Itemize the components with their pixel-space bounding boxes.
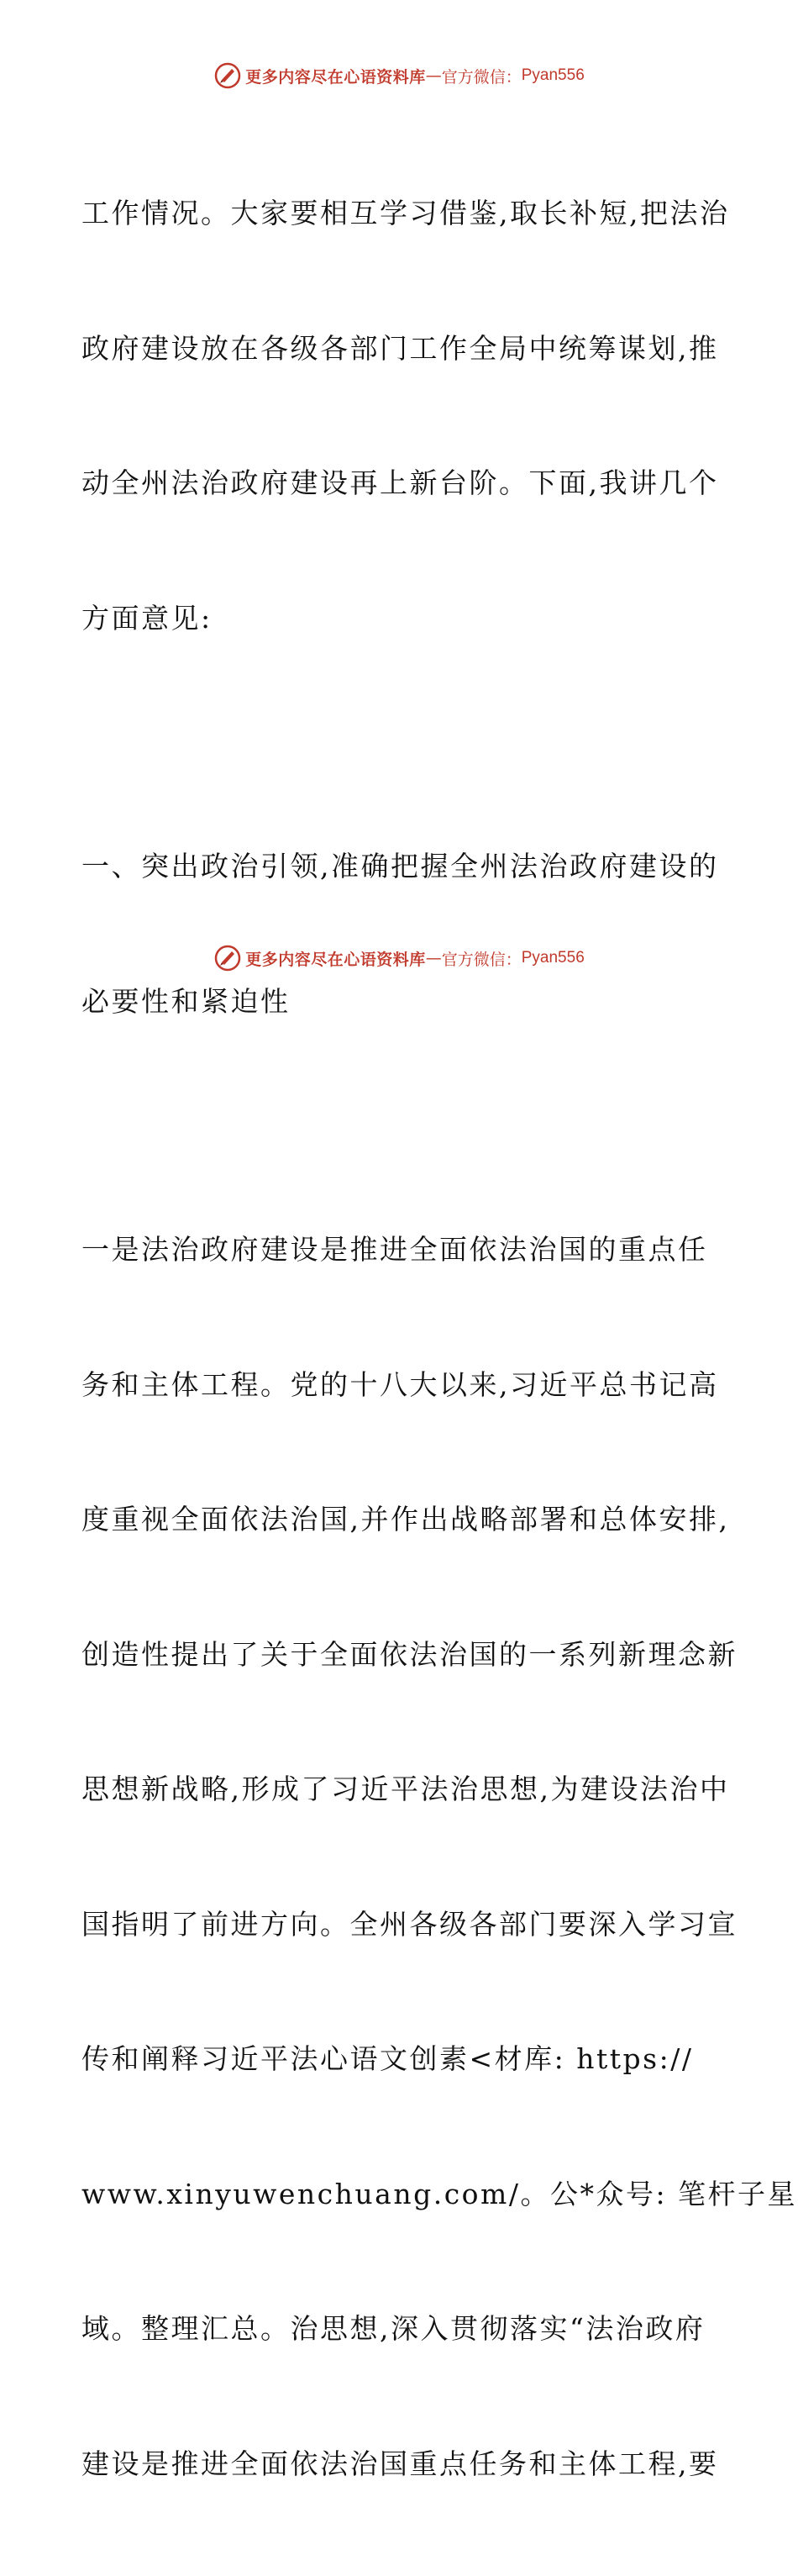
banner-dash: —	[425, 66, 442, 85]
header-banner	[0, 59, 798, 92]
document-body	[81, 101, 798, 2576]
text-line: 国指明了前进方向。全州各级各部门要深入学习宣	[81, 1907, 738, 1941]
text-line: 度重视全面依法治国,并作出战略部署和总体安排,	[81, 1503, 730, 1536]
text-line: www.xinyuwenchuang.com/。公*众号: 笔杆子星	[81, 2177, 798, 2210]
banner-contact-handle: Pyan556	[521, 66, 585, 84]
text-line: 方面意见:	[81, 601, 213, 635]
text-line: 域。整理汇总。治思想,深入贯彻落实“法治政府	[81, 2312, 706, 2345]
text-line: 思想新战略,形成了习近平法治思想,为建设法治中	[81, 1773, 730, 1805]
section-heading	[81, 754, 720, 1114]
text-line: 创造性提出了关于全面依法治国的一系列新理念新	[81, 1637, 738, 1671]
text-line: 建设是推进全面依法治国重点任务和主体工程,要	[81, 2447, 719, 2480]
paragraph-gap	[81, 730, 720, 754]
banner-brand: 更多内容尽在心语资料库	[245, 950, 426, 969]
paragraph-1	[81, 101, 730, 730]
text-line: 动全州法治政府建设再上新台阶。下面,我讲几个	[81, 466, 719, 499]
text-line: 一是法治政府建设是推进全面依法治国的重点任	[81, 1233, 708, 1266]
banner-dash: —	[425, 949, 442, 967]
text-line: 传和阐释习近平法心语文创素<材库: https://	[81, 2042, 694, 2075]
banner-contact-label: 官方微信：	[441, 950, 522, 969]
text-line: 政府建设放在各级各部门工作全局中统筹谋划,推	[81, 331, 719, 365]
text-line: 必要性和紧迫性	[81, 984, 291, 1018]
banner-contact-label: 官方微信：	[441, 67, 522, 87]
footer-banner	[0, 941, 798, 975]
logo-icon	[213, 61, 242, 90]
banner-brand: 更多内容尽在心语资料库	[245, 67, 426, 87]
logo-icon	[213, 944, 242, 972]
paragraph-2	[81, 1137, 798, 2576]
text-line: 一、突出政治引领,准确把握全州法治政府建设的	[81, 850, 719, 882]
text-line: 务和主体工程。党的十八大以来,习近平总书记高	[81, 1367, 719, 1401]
text-line: 工作情况。大家要相互学习借鉴,取长补短,把法治	[81, 197, 730, 229]
paragraph-gap	[81, 1114, 720, 1137]
banner-contact-handle: Pyan556	[521, 949, 585, 967]
